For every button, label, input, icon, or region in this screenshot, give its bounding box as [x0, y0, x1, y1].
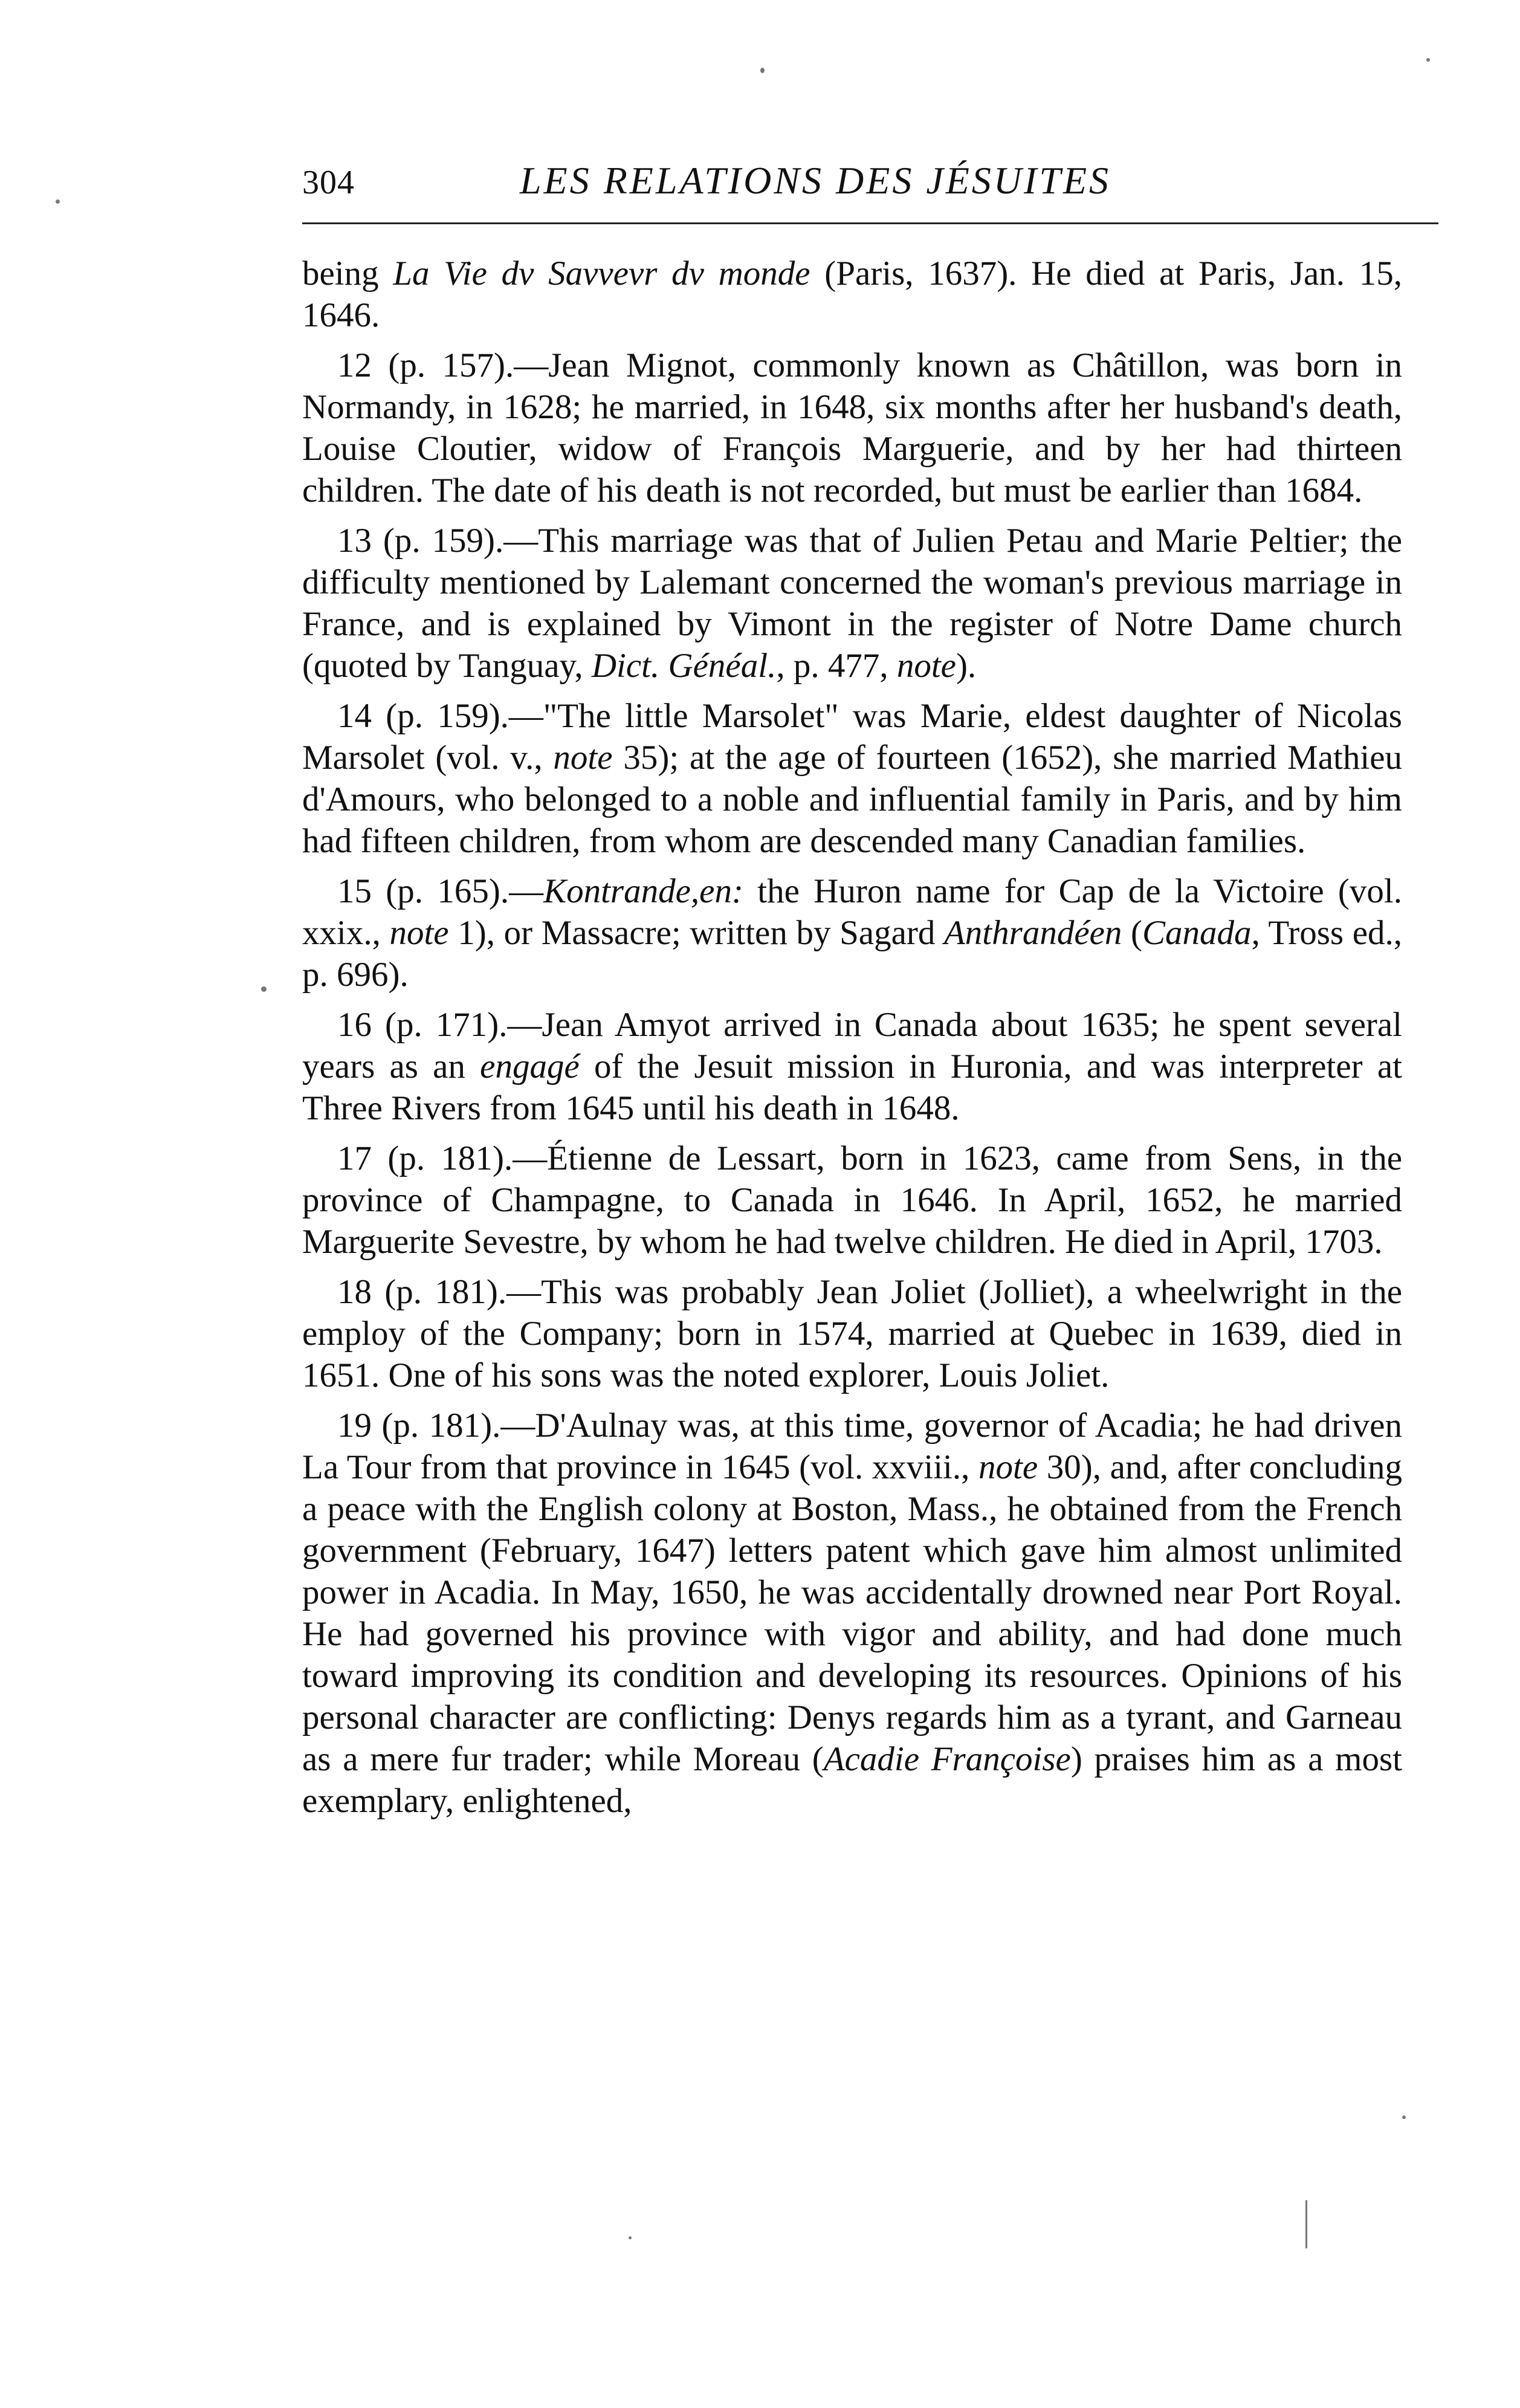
note-15 — [302, 870, 1402, 995]
italic-run: note — [389, 914, 449, 952]
text-run: 1), or Massacre; written by Sagard — [448, 914, 944, 952]
italic-run: Anthrandéen — [943, 914, 1122, 952]
page-header — [302, 158, 1438, 213]
text-run: ). — [956, 647, 977, 685]
scan-speck — [1426, 58, 1430, 62]
text-run: 17 (p. 181).—Étienne de Lessart, born in 1623, came from Sens, in the province of Champagne, to Canada in 1646. In April, 1652, he married Marguerite Sevestre, by whom he had twelve children. He died in April, 1703. — [302, 1139, 1402, 1261]
text-run: ) praises him as a most exemplary, enlightened, — [302, 1740, 1402, 1820]
text-run: 12 (p. 157).—Jean Mignot, commonly known as Châtillon, was born in Normandy, in 1628; he married, in 1648, six months after her husband's death, Louise Cloutier, widow of François Marguerie, and by her had thirteen children. The date of his death is not recorded, but must be earlier than 1684. — [302, 346, 1402, 510]
text-run: 18 (p. 181).—This was probably Jean Joliet (Jolliet), a wheelwright in the employ of the Company; born in 1574, married at Quebec in 1639, died in 1651. One of his sons was the noted explorer, Louis Joliet. — [302, 1273, 1402, 1394]
italic-run: note — [978, 1448, 1038, 1486]
scan-speck — [1305, 2200, 1307, 2248]
italic-run: note — [896, 647, 956, 685]
text-run: 14 (p. 159).—"The little Marsolet" was Marie, eldest daughter of Nicolas Marsolet (vol. v., — [302, 697, 1402, 777]
text-run: , Tross ed., p. 696). — [302, 914, 1402, 994]
italic-run: Acadie Françoise — [823, 1740, 1071, 1778]
text-run: 35); at the age of fourteen (1652), she married Mathieu d'Amours, who belonged to a noble and influential family in Paris, and by him had fifteen children, from whom are descended many Canadian families. — [302, 739, 1402, 860]
italic-run: note — [553, 739, 613, 777]
italic-run: La Vie dv Savvevr dv monde — [393, 254, 810, 293]
note-16 — [302, 1004, 1402, 1129]
running-title: LES RELATIONS DES JÉSUITES — [520, 159, 1111, 202]
note-18 — [302, 1271, 1402, 1396]
note-14 — [302, 695, 1402, 862]
italic-run: Dict. Généal. — [591, 647, 777, 685]
note-13 — [302, 520, 1402, 687]
note-19 — [302, 1405, 1402, 1822]
italic-run: Kontrande,en: — [543, 872, 743, 910]
scan-speck — [261, 986, 267, 992]
scan-speck — [1402, 2115, 1406, 2119]
notes-body — [302, 253, 1402, 1830]
text-run: 15 (p. 165).— — [337, 872, 544, 910]
text-run: of the Jesuit mission in Huronia, and was interpreter at Three Rivers from 1645 until his death in 1648. — [302, 1047, 1402, 1127]
header-rule — [302, 222, 1438, 224]
scan-speck — [760, 68, 765, 73]
italic-run: engagé — [480, 1047, 580, 1086]
text-run: being — [302, 254, 393, 293]
note-17 — [302, 1138, 1402, 1263]
italic-run: Canada — [1142, 914, 1252, 952]
text-run: 13 (p. 159).—This marriage was that of Julien Petau and Marie Peltier; the difficulty mentioned by Lalemant concerned the woman's previous marriage in France, and is explained by Vimont in the register of Notre Dame church (quoted by Tanguay, — [302, 522, 1402, 685]
text-run: the Huron name for Cap de la Victoire (vol. xxix., — [302, 872, 1402, 952]
text-run: , p. 477, — [776, 647, 897, 685]
note-continuation — [302, 253, 1402, 336]
text-run: 30), and, after concluding a peace with the English colony at Boston, Mass., he obtained from the French government (February, 1647) letters patent which gave him almost unlimited power in Acadia. In May, 1650, he was accidentally drowned near Port Royal. He had governed his province with vigor and ability, and had done much toward improving its condition and developing its resources. Opinions of his personal character are conflicting: Denys regards him as a tyrant, and Garneau as a mere fur trader; while Moreau ( — [302, 1448, 1403, 1778]
scan-speck — [629, 2236, 632, 2239]
note-12 — [302, 345, 1402, 511]
text-run: (Paris, 1637). He died at Paris, Jan. 15, 1646. — [302, 254, 1402, 334]
text-run: ( — [1122, 914, 1143, 952]
scan-speck — [56, 199, 60, 204]
text-run: 16 (p. 171).—Jean Amyot arrived in Canada about 1635; he spent several years as an — [302, 1006, 1402, 1086]
page-number: 304 — [302, 164, 355, 201]
text-run: 19 (p. 181).—D'Aulnay was, at this time, governor of Acadia; he had driven La Tour from that province in 1645 (vol. xxviii., — [302, 1406, 1402, 1486]
